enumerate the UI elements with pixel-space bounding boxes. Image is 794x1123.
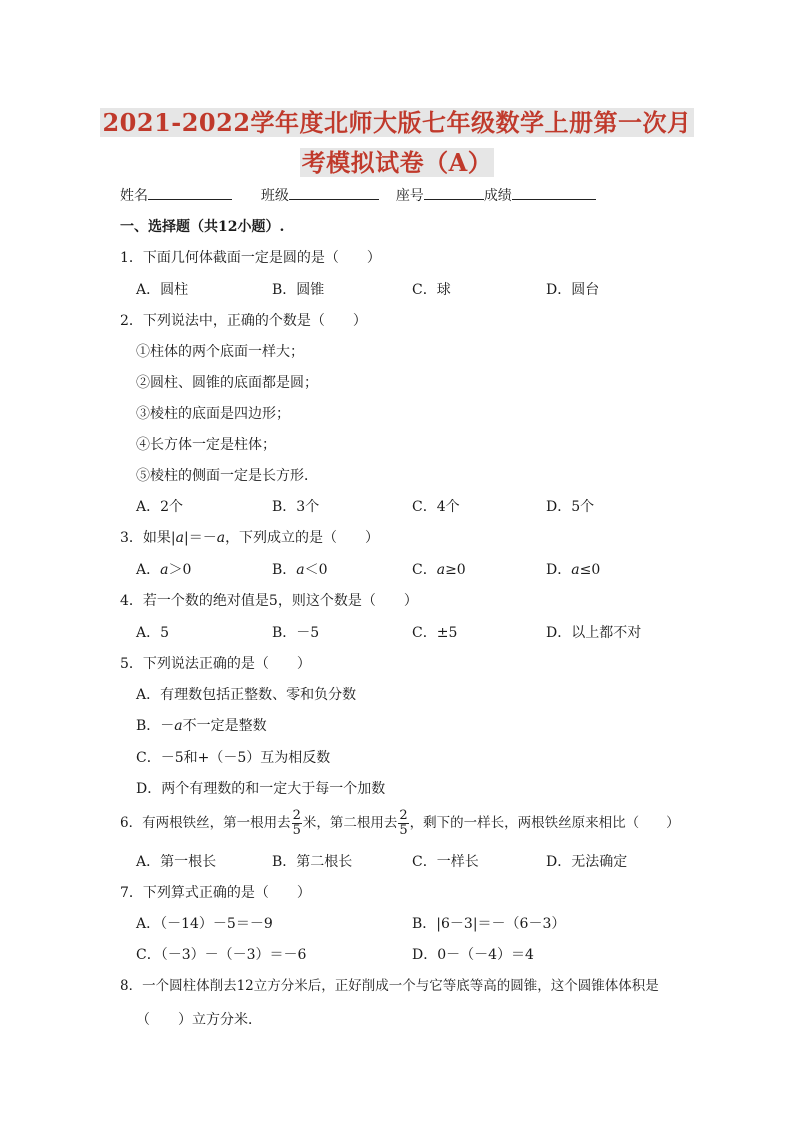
seat-label: 座号	[395, 188, 424, 204]
student-info-row	[120, 187, 596, 205]
question-8-stem: 8．一个圆柱体削去12立方分米后，正好削成一个与它等底等高的圆锥，这个圆锥体体积是	[120, 978, 659, 994]
q3-option-d: D．a≤0	[546, 562, 601, 578]
q2-option-a: A．2个	[136, 499, 184, 515]
q1-option-b: B．圆锥	[272, 282, 325, 298]
q4-option-d: D．以上都不对	[546, 625, 642, 641]
q7-option-c: C．（－3）－（－3）＝－6	[136, 947, 307, 963]
question-7-stem: 7．下列算式正确的是（ ）	[120, 885, 311, 901]
q2-statement-1: ①柱体的两个底面一样大；	[136, 344, 304, 360]
q2-statement-3: ③棱柱的底面是四边形；	[136, 406, 290, 422]
seat-field[interactable]	[424, 187, 484, 200]
class-field[interactable]	[289, 187, 379, 200]
q7-option-d: D．0－（－4）＝4	[412, 947, 534, 963]
q2-option-d: D．5个	[546, 499, 595, 515]
name-label: 姓名	[120, 188, 148, 204]
question-4-stem: 4．若一个数的绝对值是5，则这个数是（ ）	[120, 593, 418, 609]
q1-option-d: D．圆台	[546, 282, 600, 298]
q2-statement-2: ②圆柱、圆锥的底面都是圆；	[136, 375, 318, 391]
q4-option-b: B．－5	[272, 625, 320, 641]
question-1-stem: 1．下面几何体截面一定是圆的是（ ）	[120, 250, 381, 266]
question-2-stem: 2．下列说法中，正确的个数是（ ）	[120, 313, 367, 329]
section-heading: 一、选择题（共12小题）.	[120, 219, 285, 235]
q7-option-a: A．（－14）－5＝－9	[136, 916, 273, 932]
name-field[interactable]	[148, 187, 232, 200]
q1-option-a: A．圆柱	[136, 282, 189, 298]
fraction-two-fifths: $\frac{2}{5}$	[292, 808, 301, 838]
exam-title-line1: 2021-2022学年度北师大版七年级数学上册第一次月	[102, 108, 692, 137]
q5-option-d: D．两个有理数的和一定大于每一个加数	[136, 781, 386, 797]
q7-option-b: B．|6－3|＝－（6－3）	[412, 916, 566, 932]
q2-statement-5: ⑤棱柱的侧面一定是长方形．	[136, 468, 318, 484]
q5-option-c: C．－5和+（－5）互为相反数	[136, 750, 331, 766]
exam-title-line2: 考模拟试卷（A）	[301, 148, 493, 177]
q6-option-a: A．第一根长	[136, 854, 217, 870]
fraction-two-fifths-2: $\frac{2}{5}$	[399, 808, 408, 838]
score-field[interactable]	[512, 187, 596, 200]
q4-option-a: A．5	[136, 625, 170, 641]
q2-option-c: C．4个	[412, 499, 460, 515]
score-label: 成绩	[483, 188, 512, 204]
q4-option-c: C．±5	[412, 625, 458, 641]
question-5-stem: 5．下列说法正确的是（ ）	[120, 656, 311, 672]
question-8-stem-cont: （ ）立方分米．	[136, 1012, 262, 1028]
q6-option-b: B．第二根长	[272, 854, 353, 870]
q2-option-b: B．3个	[272, 499, 320, 515]
q6-option-c: C．一样长	[412, 854, 479, 870]
q1-option-c: C．球	[412, 282, 451, 298]
q6-option-d: D．无法确定	[546, 854, 628, 870]
question-6-stem: 6．有两根铁丝，第一根用去 $\frac{2}{5}$ 米，第二根用去 $\frac{2}{5}$ ，剩下的一样长，两根铁丝原来相比（ ）	[120, 808, 680, 838]
q3-option-a: A．a＞0	[136, 562, 192, 578]
q5-option-b: B．－a不一定是整数	[136, 718, 267, 734]
class-label: 班级	[260, 188, 289, 204]
q2-statement-4: ④长方体一定是柱体；	[136, 437, 276, 453]
question-3-stem: 3．如果|a|＝－a，下列成立的是（ ）	[120, 530, 380, 546]
q3-option-b: B．a＜0	[272, 562, 328, 578]
q5-option-a: A．有理数包括正整数、零和负分数	[136, 687, 357, 703]
q3-option-c: C．a≥0	[412, 562, 466, 578]
